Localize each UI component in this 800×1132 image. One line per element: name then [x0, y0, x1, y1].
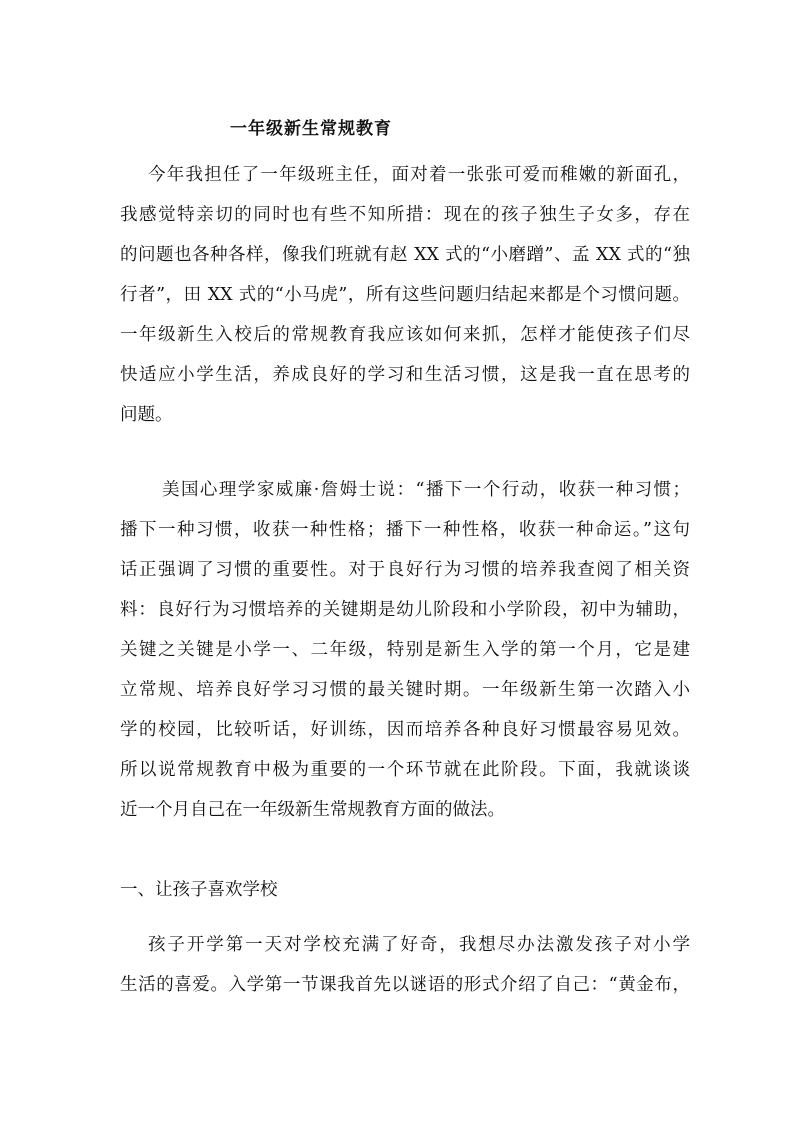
paragraph-line: 行者”，田 XX 式的“小马虎”，所有这些问题归结起来都是个习惯问题。	[120, 285, 690, 305]
paragraph-line: 关键之关键是小学一、二年级，特别是新生入学的第一个月，它是建	[120, 640, 690, 660]
paragraph-line: 的问题也各种各样，像我们班就有赵 XX 式的“小磨蹭”、孟 XX 式的“独	[120, 245, 690, 265]
section-heading: 一、让孩子喜欢学校	[120, 880, 278, 900]
paragraph-line: 生活的喜爱。入学第一节课我首先以谜语的形式介绍了自己：“黄金布，	[120, 975, 690, 995]
paragraph-line: 话正强调了习惯的重要性。对于良好行为习惯的培养我查阅了相关资	[120, 560, 690, 580]
paragraph-quote	[120, 470, 690, 830]
paragraph-line: 近一个月自己在一年级新生常规教育方面的做法。	[120, 800, 505, 820]
paragraph-line: 所以说常规教育中极为重要的一个环节就在此阶段。下面，我就谈谈	[120, 760, 690, 780]
document-title: 一年级新生常规教育	[230, 119, 392, 139]
paragraph-line: 播下一种习惯，收获一种性格；播下一种性格，收获一种命运。”这句	[120, 520, 690, 540]
paragraph-line: 孩子开学第一天对学校充满了好奇，我想尽办法激发孩子对小学	[148, 935, 690, 955]
paragraph-line: 我感觉特亲切的同时也有些不知所措：现在的孩子独生子女多，存在	[120, 205, 690, 225]
paragraph-line: 问题。	[120, 405, 173, 425]
paragraph-section-one	[120, 925, 690, 1005]
paragraph-line: 一年级新生入校后的常规教育我应该如何来抓，怎样才能使孩子们尽	[120, 325, 690, 345]
paragraph-line: 学的校园，比较听话，好训练，因而培养各种良好习惯最容易见效。	[120, 720, 690, 740]
paragraph-line: 美国心理学家威廉·詹姆士说：“播下一个行动，收获一种习惯；	[162, 480, 690, 500]
paragraph-line: 今年我担任了一年级班主任，面对着一张张可爱而稚嫩的新面孔，	[148, 165, 690, 185]
paragraph-intro	[120, 155, 690, 435]
paragraph-line: 立常规、培养良好学习习惯的最关键时期。一年级新生第一次踏入小	[120, 680, 690, 700]
paragraph-line: 快适应小学生活，养成良好的学习和生活习惯，这是我一直在思考的	[120, 365, 690, 385]
paragraph-line: 料：良好行为习惯培养的关键期是幼儿阶段和小学阶段，初中为辅助，	[120, 600, 690, 620]
